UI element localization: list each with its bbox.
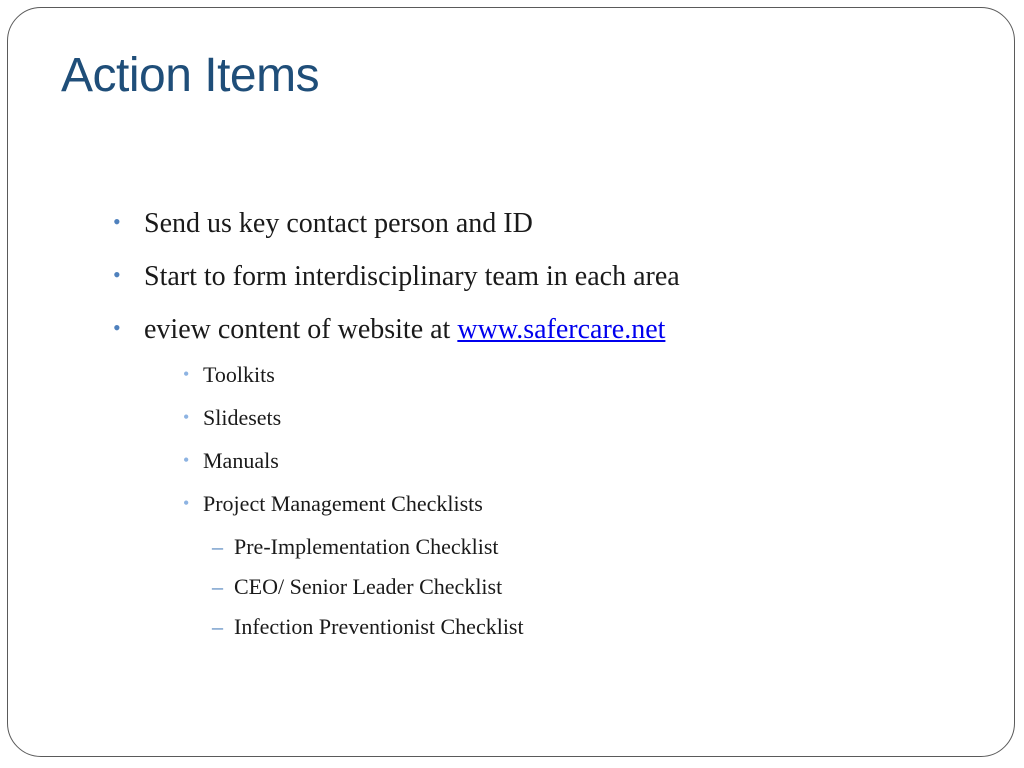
slide-title: Action Items — [61, 49, 320, 102]
sub-sub-bullet-item — [212, 576, 502, 598]
sub-bullet-text: Toolkits — [203, 362, 275, 387]
sub-sub-bullet-text: CEO/ Senior Leader Checklist — [234, 574, 503, 599]
bullet-text: Send us key contact person and ID — [144, 208, 533, 239]
bullet-item — [113, 210, 533, 238]
sub-sub-bullet-item — [212, 536, 499, 558]
sub-sub-bullet-item — [212, 616, 524, 638]
sub-bullet-marker: • — [183, 493, 190, 513]
sub-bullet-text: Manuals — [203, 448, 279, 473]
sub-bullet-text: Project Management Checklists — [203, 491, 483, 516]
website-link[interactable]: www.safercare.net — [457, 314, 666, 345]
bullet-marker: • — [113, 209, 121, 234]
bullet-item — [113, 316, 665, 344]
bullet-item — [113, 263, 680, 291]
sub-sub-bullet-text: Pre-Implementation Checklist — [234, 534, 499, 559]
bullet-text: eview content of website at — [144, 314, 458, 345]
slide-frame — [7, 7, 1015, 757]
sub-bullet-marker: • — [183, 407, 190, 427]
bullet-marker: • — [113, 315, 121, 340]
sub-bullet-item — [183, 364, 275, 386]
sub-bullet-item — [183, 407, 281, 429]
dash-marker: – — [212, 534, 223, 559]
sub-bullet-item — [183, 493, 483, 515]
bullet-marker: • — [113, 262, 121, 287]
sub-sub-bullet-text: Infection Preventionist Checklist — [234, 614, 524, 639]
bullet-text: Start to form interdisciplinary team in each area — [144, 261, 680, 292]
sub-bullet-text: Slidesets — [203, 405, 282, 430]
sub-bullet-item — [183, 450, 279, 472]
dash-marker: – — [212, 614, 223, 639]
sub-bullet-marker: • — [183, 450, 190, 470]
sub-bullet-marker: • — [183, 364, 190, 384]
dash-marker: – — [212, 574, 223, 599]
